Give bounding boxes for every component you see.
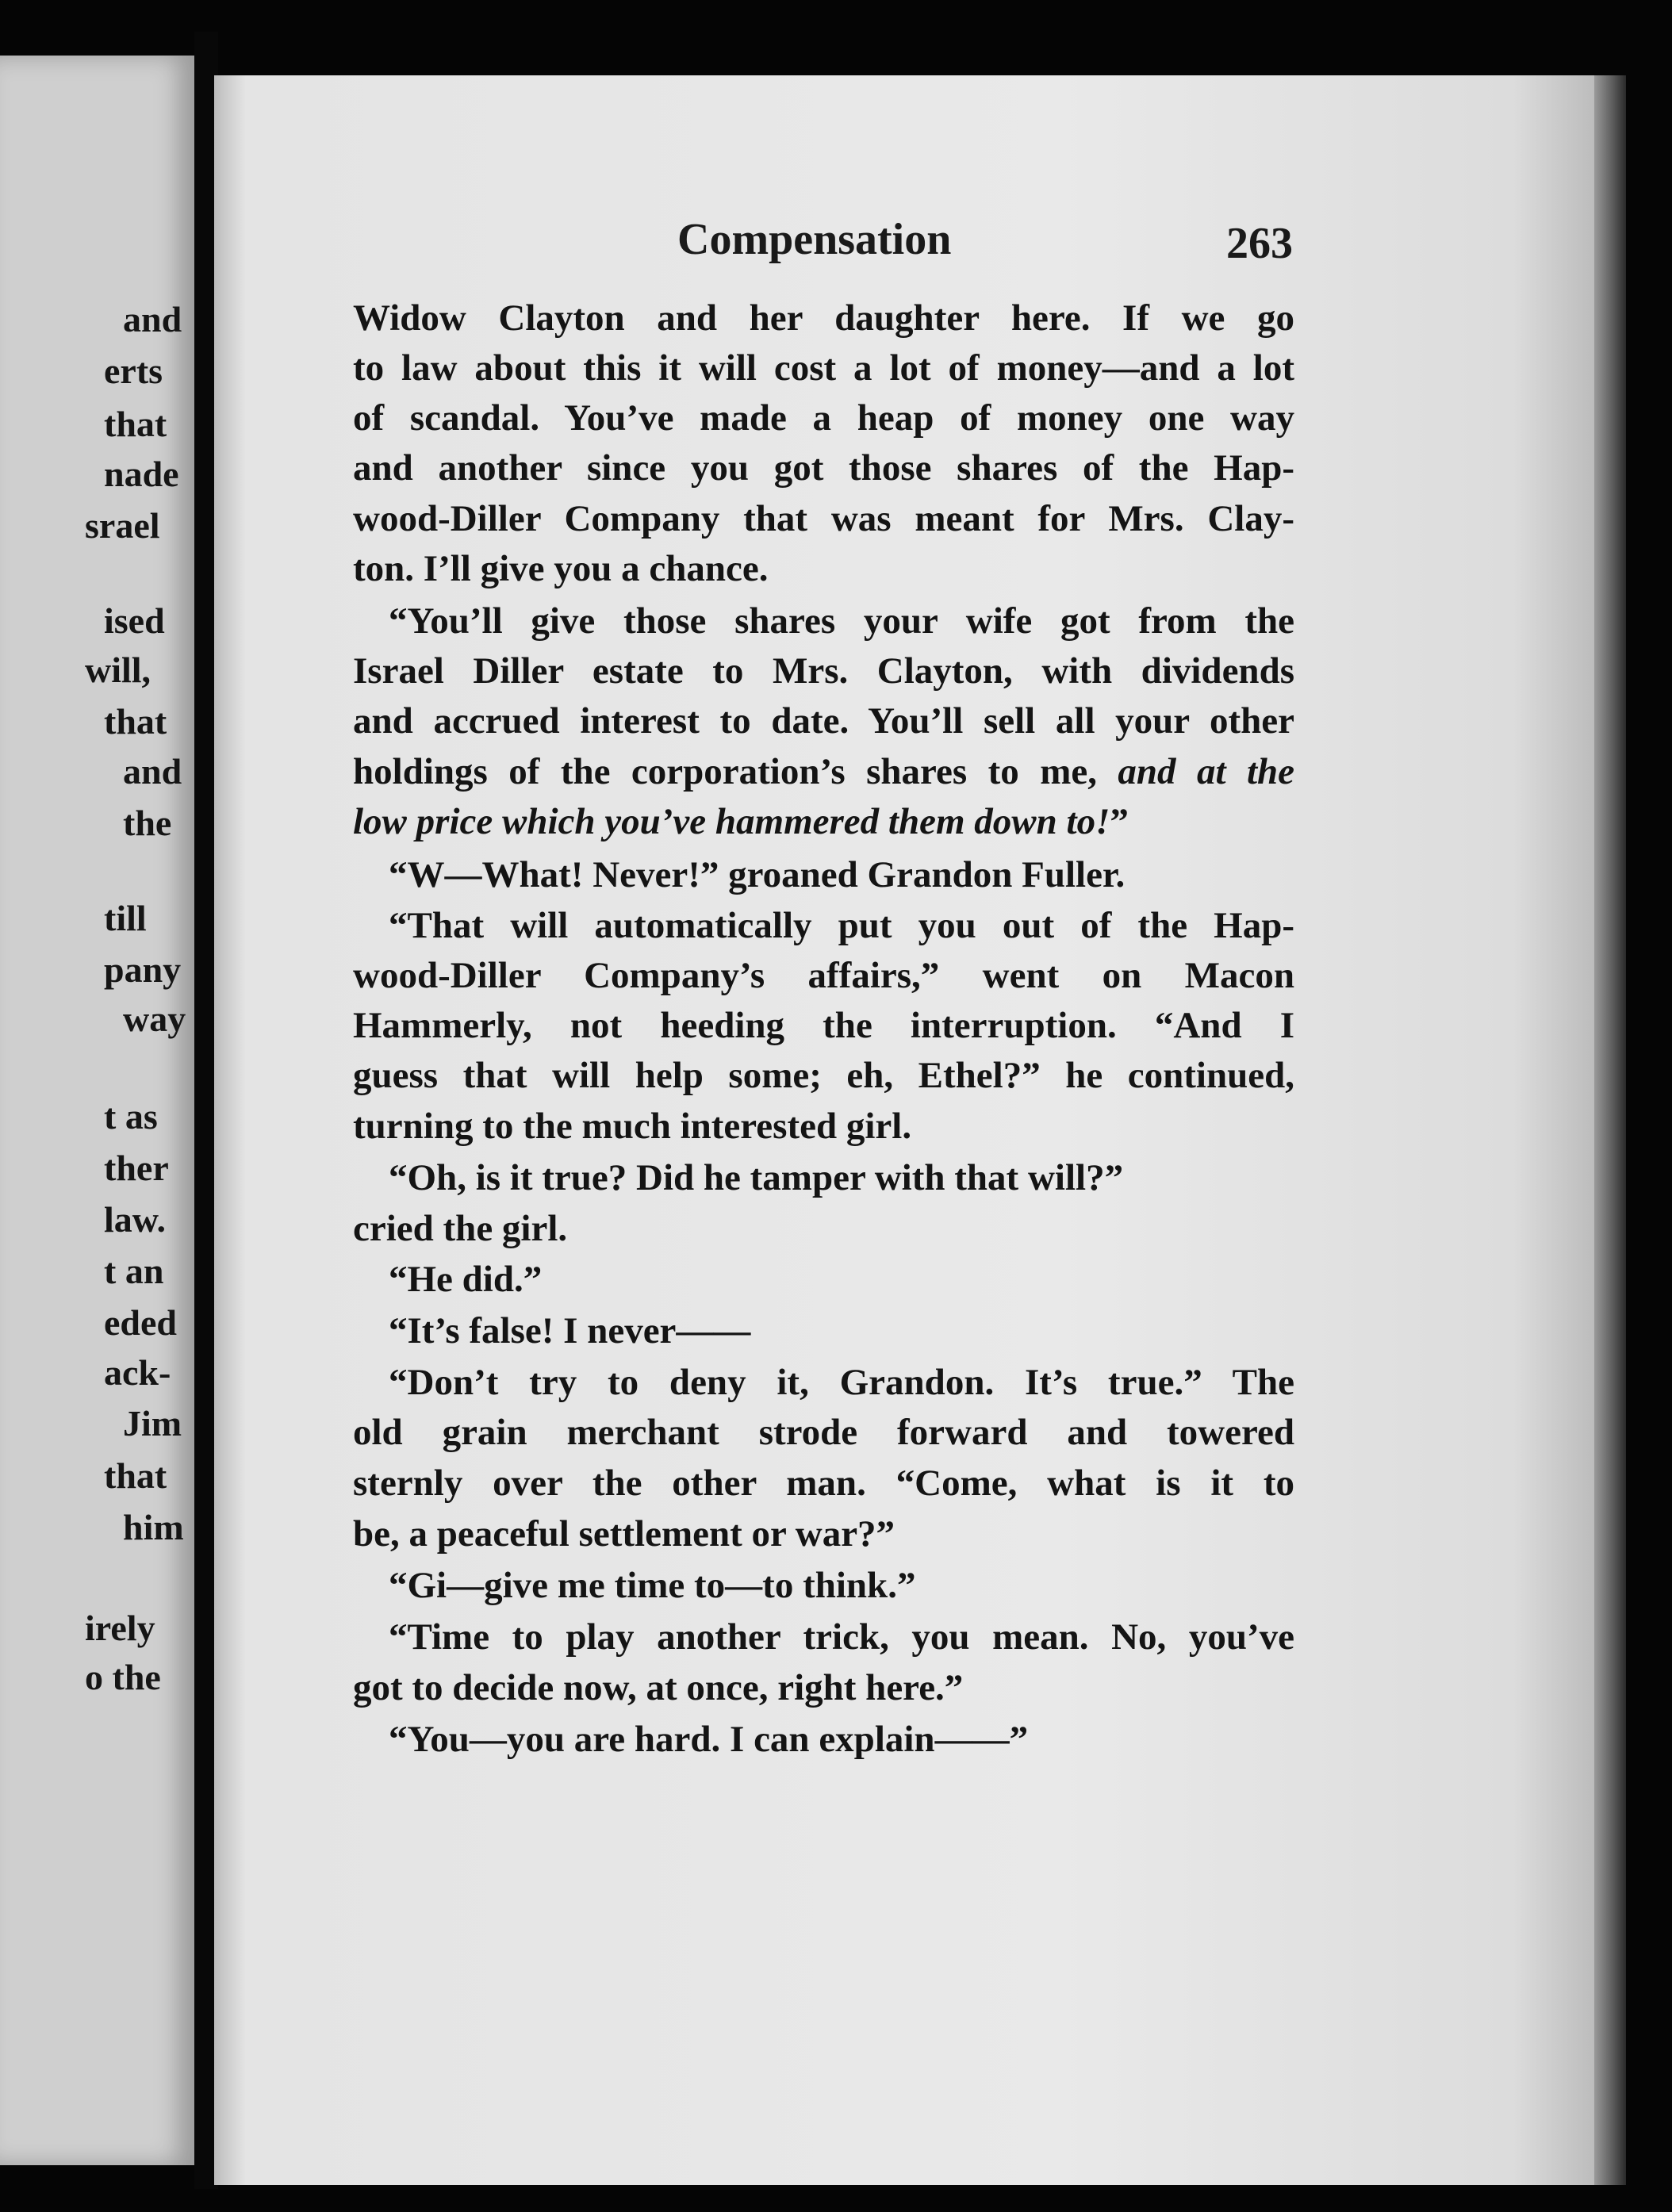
left-page-line: srael [85,505,160,546]
body-line: of scandal. You’ve made a heap of money one way [353,397,1294,439]
left-page-line: Jim [123,1403,182,1443]
italic-emphasis: low price which you’ve hammered them down to! [353,801,1110,842]
body-line: old grain merchant strode forward and towered [353,1412,1294,1453]
running-head-title: Compensation [677,215,952,264]
body-line: “Oh, is it true? Did he tamper with that will?” [389,1157,1124,1198]
body-line: wood-Diller Company that was meant for Mrs. Clay- [353,498,1294,539]
left-page-line: him [123,1507,184,1547]
left-page-line: nade [104,454,179,494]
left-page-line: the [123,803,172,843]
left-page-line: and [123,299,182,339]
body-line: cried the girl. [353,1208,568,1249]
body-line: guess that will help some; eh, Ethel?” he continued, [353,1055,1294,1096]
body-line: Hammerly, not heeding the interruption. “And I [353,1005,1294,1046]
body-line: “You—you are hard. I can explain——” [389,1719,1029,1760]
left-page-line: law. [104,1199,166,1240]
italic-emphasis: and at the [1118,751,1294,792]
body-line: low price which you’ve hammered them down to!” [353,801,1129,842]
body-line: “Don’t try to deny it, Grandon. It’s true.” The [389,1362,1294,1403]
body-line: Widow Clayton and her daughter here. If we go [353,297,1294,339]
left-page-line: that [104,701,167,742]
page-number: 263 [1226,219,1293,268]
left-page-line: way [123,999,186,1039]
left-page-line: eded [104,1302,177,1343]
left-page-line: t as [104,1096,158,1137]
body-line: “That will automatically put you out of the Hap- [389,905,1294,946]
body-line: “Time to play another trick, you mean. No, you’ve [389,1616,1294,1658]
left-page-line: will, [85,650,151,690]
body-line: be, a peaceful settlement or war?” [353,1513,895,1555]
left-page-line: erts [104,351,163,391]
body-line: holdings of the corporation’s shares to me, and at the [353,751,1294,792]
body-line: and accrued interest to date. You’ll sell all your other [353,700,1294,742]
body-line: ton. I’ll give you a chance. [353,548,769,589]
body-line: and another since you got those shares of the Hap- [353,447,1294,489]
left-page-line: o the [85,1657,161,1697]
left-page-line: till [104,898,147,938]
body-line: “It’s false! I never—— [389,1310,751,1351]
body-line: to law about this it will cost a lot of money—and a lot [353,347,1294,389]
body-line: “You’ll give those shares your wife got from the [389,600,1294,642]
body-line: “Gi—give me time to—to think.” [389,1565,916,1606]
left-page-line: that [104,404,167,444]
body-line: Israel Diller estate to Mrs. Clayton, with dividends [353,650,1294,692]
body-line: sternly over the other man. “Come, what is it to [353,1463,1294,1504]
body-line: “He did.” [389,1259,543,1300]
left-page-line: ised [104,600,165,641]
left-page-line: irely [85,1608,155,1648]
left-page-line: pany [104,949,182,990]
body-line: “W—What! Never!” groaned Grandon Fuller. [389,854,1126,895]
body-line: turning to the much interested girl. [353,1106,912,1147]
left-page-line: t an [104,1251,164,1291]
body-line: wood-Diller Company’s affairs,” went on Macon [353,955,1294,996]
left-page-line: that [104,1455,167,1496]
left-page-line: ther [104,1148,169,1188]
body-line: got to decide now, at once, right here.” [353,1667,964,1708]
left-page-line: ack- [104,1352,171,1393]
left-page-line: and [123,751,182,792]
